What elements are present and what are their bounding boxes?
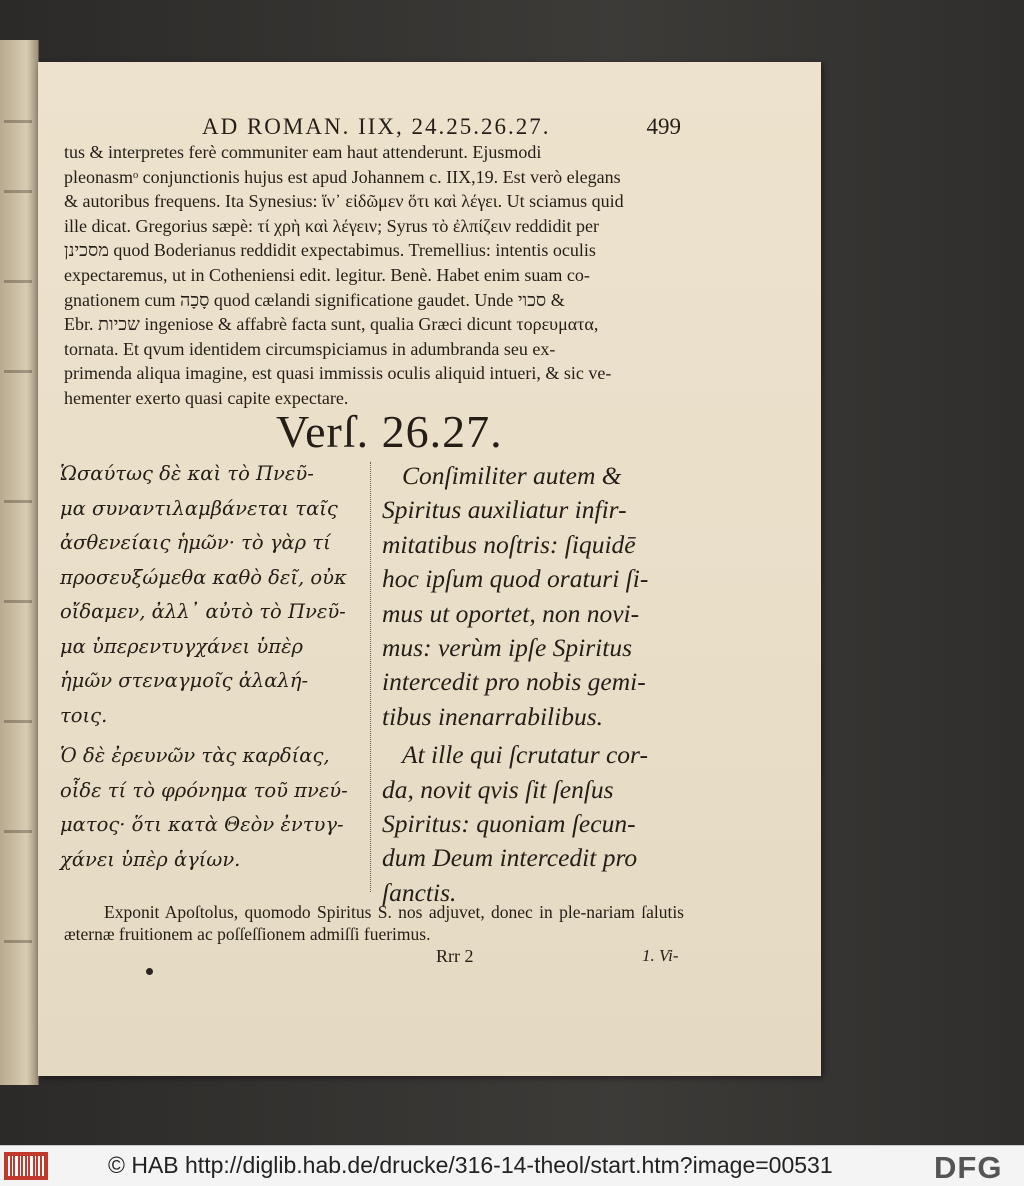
- text-line: expectaremus, ut in Cotheniensi edit. legitur. Benè. Habet enim suam co-: [64, 264, 590, 285]
- latin-column: [382, 459, 680, 914]
- text-line: tus & interpretes ferè communiter eam haut attenderunt. Ejusmodi: [64, 142, 542, 162]
- latin-line: da, novit qvis ſit ſenſus: [382, 774, 614, 804]
- footer-bar: [0, 1145, 1024, 1186]
- greek-line: ἡμῶν στεναγμοῖς ἀλαλή-: [60, 669, 309, 692]
- latin-line: Conſimiliter autem &: [402, 461, 622, 490]
- text-line: מסכינן quod Boderianus reddidit expectabimus. Tremellius: intentis oculis: [64, 240, 596, 261]
- greek-line: μα ὑπερεντυγχάνει ὑπὲρ: [60, 634, 303, 658]
- latin-line: Spiritus: quoniam ſecun-: [382, 809, 636, 839]
- verse-heading: Verſ. 26.27.: [276, 406, 503, 457]
- latin-verse-26: [382, 459, 680, 734]
- commentary-text: [64, 140, 684, 411]
- book-page: [38, 62, 821, 1076]
- latin-line: mus: verùm ipſe Spiritus: [382, 633, 633, 663]
- greek-line: Ὁ δὲ ἐρευνῶν τὰς καρδίας,: [60, 744, 330, 767]
- summary-note: Exponit Apoſtolus, quomodo Spiritus S. nos adjuvet, donec in ple-nariam ſalutis æternæ fruitionem ac poſſeſſionem admiſſi fuerimus.: [64, 902, 684, 944]
- ink-spot: [146, 968, 153, 975]
- greek-verse-27: [60, 739, 360, 877]
- greek-line: μα συναντιλαμβάνεται ταῖς: [60, 496, 338, 520]
- latin-line: At ille qui ſcrutatur cor-: [402, 740, 648, 770]
- latin-line: intercedit pro nobis gemi-: [382, 667, 646, 697]
- text-line: tornata. Et qvum identidem circumspiciamus in adumbranda seu ex-: [64, 338, 556, 359]
- text-line: gnationem cum סָכָה quod cælandi significatione gaudet. Unde סכוי &: [64, 289, 565, 310]
- text-line: hementer exerto quasi capite expectare.: [64, 387, 349, 408]
- greek-line: χάνει ὑπὲρ ἁγίων.: [60, 847, 241, 871]
- text-line: Ebr. שכיות ingeniose & affabrè facta sunt, qualia Græci dicunt τορευματα,: [64, 314, 599, 335]
- catchword: 1. Vi-: [642, 946, 679, 965]
- latin-verse-27: [382, 738, 680, 910]
- previous-page-edge: [0, 40, 39, 1085]
- greek-line: τοις.: [60, 703, 108, 727]
- signature-mark: Rrr 2: [436, 946, 474, 966]
- text-line: pleonasmᵒ conjunctionis hujus est apud Johannem c. IIX,19. Est verò elegans: [64, 166, 621, 187]
- latin-line: tibus inenarrabilibus.: [382, 701, 604, 731]
- greek-line: Ὡσαύτως δὲ καὶ τὸ Πνεῦ-: [60, 462, 314, 485]
- greek-line: ματος· ὅτι κατὰ Θεὸν ἐντυγ-: [60, 813, 344, 836]
- greek-column: [60, 457, 360, 883]
- latin-line: mitatibus noſtris: ſiquidē: [382, 529, 636, 559]
- copyright-link[interactable]: © HAB http://diglib.hab.de/drucke/316-14-theol/start.htm?image=00531: [108, 1152, 833, 1178]
- greek-line: οἴδαμεν, ἀλλ᾽ αὐτὸ τὸ Πνεῦ-: [60, 600, 346, 623]
- latin-line: Spiritus auxiliatur infir-: [382, 495, 627, 525]
- text-line: & autoribus frequens. Ita Synesius: ἵν᾽ εἰδῶμεν ὅτι καὶ λέγει. Ut sciamus quid: [64, 191, 624, 212]
- svg-text:DFG: DFG: [934, 1150, 1003, 1182]
- latin-line: ſanctis.: [382, 877, 457, 907]
- barcode-icon: [4, 1152, 48, 1180]
- greek-line: οἶδε τί τὸ φρόνημα τοῦ πνεύ-: [60, 778, 348, 802]
- text-line: primenda aliqua imagine, est quasi immissis oculis aliquid intueri, & sic ve-: [64, 363, 612, 384]
- latin-line: mus ut oportet, non novi-: [382, 598, 640, 628]
- dfg-logo: [934, 1150, 1020, 1182]
- page-number: 499: [646, 114, 681, 139]
- latin-line: dum Deum intercedit pro: [382, 843, 638, 873]
- greek-verse-26: [60, 457, 360, 733]
- greek-line: ἀσθενείαις ἡμῶν· τὸ γὰρ τί: [60, 531, 331, 554]
- running-head-title: AD ROMAN. IIX, 24.25.26.27.: [202, 114, 551, 139]
- latin-line: hoc ipſum quod oraturi ſi-: [382, 564, 649, 594]
- text-line: ille dicat. Gregorius sæpè: τί χρὴ καὶ λέγειν; Syrus τὸ ἐλπίζειν reddidit per: [64, 215, 599, 236]
- greek-line: προσευξώμεθα καθὸ δεῖ, οὐκ: [60, 565, 347, 589]
- column-divider: [370, 462, 371, 892]
